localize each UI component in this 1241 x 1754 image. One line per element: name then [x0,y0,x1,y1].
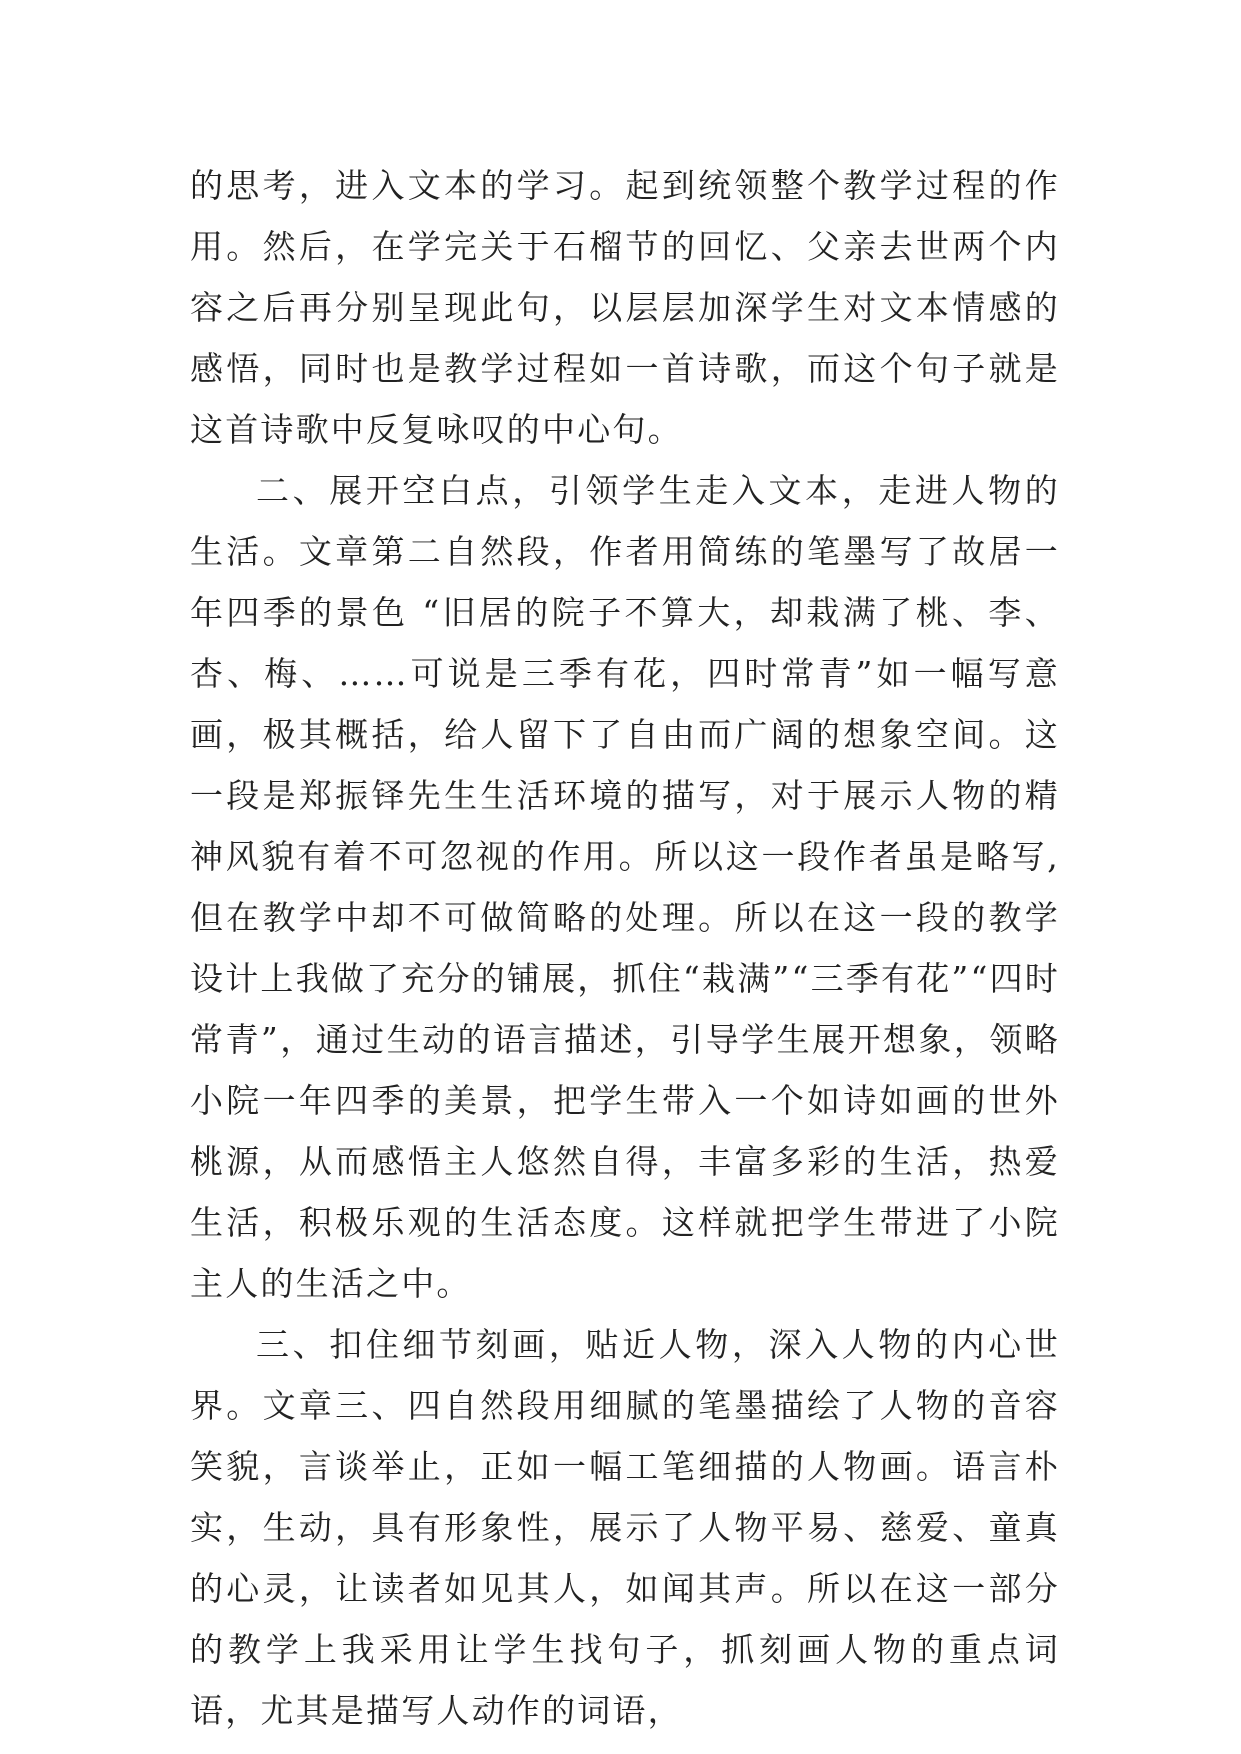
paragraph-section-three: 三、扣住细节刻画，贴近人物，深入人物的内心世界。文章三、四自然段用细腻的笔墨描绘了人物的音容笑貌，言谈举止，正如一幅工笔细描的人物画。语言朴实，生动，具有形象性，展示了人物平易、慈爱、童真的心灵，让读者如见其人，如闻其声。所以在这一部分的教学上我采用让学生找句子，抓刻画人物的重点词语，尤其是描写人动作的词语， [190,1325,1060,1730]
paragraph-section-two: 二、展开空白点，引领学生走入文本，走进人物的生活。文章第二自然段，作者用简练的笔墨写了故居一年四季的景色 “旧居的院子不算大，却栽满了桃、李、杏、梅、……可说是三季有花，四时常青”如一幅写意画，极其概括，给人留下了自由而广阔的想象空间。这一段是郑振铎先生生活环境的描写，对于展示人物的精神风貌有着不可忽视的作用。所以这一段作者虽是略写,但在教学中却不可做简略的处理。所以在这一段的教学设计上我做了充分的铺展，抓住“栽满”“三季有花”“四时常青”，通过生动的语言描述，引导学生展开想象，领略小院一年四季的美景，把学生带入一个如诗如画的世外桃源，从而感悟主人悠然自得，丰富多彩的生活，热爱生活，积极乐观的生活态度。这样就把学生带进了小院主人的生活之中。 [190,471,1060,1303]
document-body [190,155,1060,1741]
paragraph-continued: 的思考，进入文本的学习。起到统领整个教学过程的作用。然后，在学完关于石榴节的回忆、父亲去世两个内容之后再分别呈现此句，以层层加深学生对文本情感的感悟，同时也是教学过程如一首诗歌，而这个句子就是这首诗歌中反复咏叹的中心句。 [190,166,1060,449]
